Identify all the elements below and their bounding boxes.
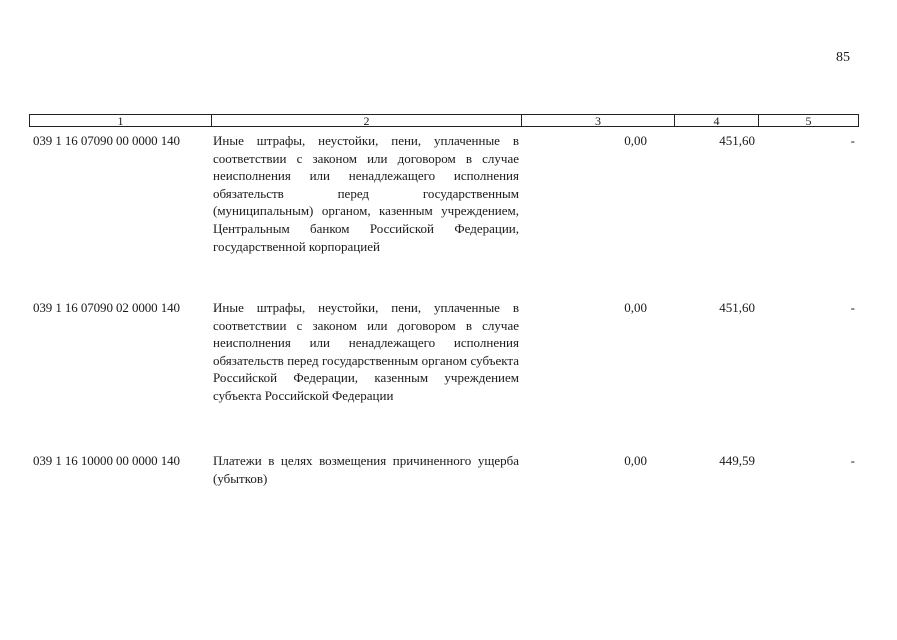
row-description: Иные штрафы, неустойки, пени, уплаченные в соответствии с законом или договором в случае неисполнения или ненадлежащего исполнения обязательств перед государственным органом субъекта Российской Федерации, казенным учреждением субъекта Российской Федерации [213,300,519,403]
value-col5: - [850,133,855,148]
value-col4: 451,60 [719,300,755,315]
budget-code: 039 1 16 10000 00 0000 140 [33,453,180,468]
column-header-2: 2 [212,115,522,126]
value-col3: 0,00 [624,453,647,468]
page-number: 85 [836,50,850,65]
row-description: Платежи в целях возмещения причиненного ущерба (убытков) [213,453,519,486]
budget-code: 039 1 16 07090 00 0000 140 [33,133,180,148]
column-header-4: 4 [675,115,759,126]
value-col3: 0,00 [624,133,647,148]
value-col4: 451,60 [719,133,755,148]
value-col4: 449,59 [719,453,755,468]
column-header-5: 5 [805,114,812,128]
value-col3: 0,00 [624,300,647,315]
table-header-row [29,114,859,127]
column-header-3: 3 [522,115,675,126]
value-col5: - [850,453,855,468]
row-description: Иные штрафы, неустойки, пени, уплаченные в соответствии с законом или договором в случае неисполнения или ненадлежащего исполнения обязательств перед государственным (муниципальным) органом, казенным учреждением, Центральным банком Российской Федерации, государственной корпорацией [213,133,519,254]
value-col5: - [850,300,855,315]
column-header-1: 1 [30,115,212,126]
budget-code: 039 1 16 07090 02 0000 140 [33,300,180,315]
